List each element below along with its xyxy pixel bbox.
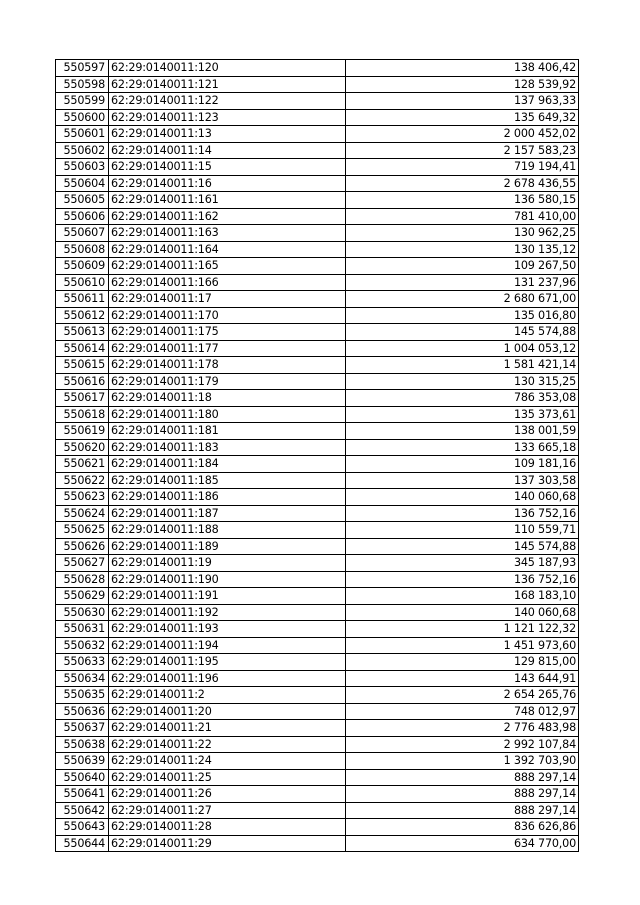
cadastral-value-cell: 140 060,68 (346, 489, 579, 506)
row-number-cell: 550629 (56, 588, 109, 605)
table-row (56, 538, 579, 555)
table-row (56, 159, 579, 176)
cadastral-number-cell: 62:29:0140011:178 (109, 357, 346, 374)
table-row (56, 819, 579, 836)
row-number-cell: 550642 (56, 802, 109, 819)
row-number-cell: 550603 (56, 159, 109, 176)
row-number-cell: 550623 (56, 489, 109, 506)
table-row (56, 687, 579, 704)
cadastral-number-cell: 62:29:0140011:161 (109, 192, 346, 209)
row-number-cell: 550617 (56, 390, 109, 407)
table-row (56, 588, 579, 605)
cadastral-value-cell: 130 962,25 (346, 225, 579, 242)
row-number-cell: 550606 (56, 208, 109, 225)
cadastral-value-cell: 748 012,97 (346, 703, 579, 720)
cadastral-value-cell: 2 157 583,23 (346, 142, 579, 159)
cadastral-value-cell: 2 776 483,98 (346, 720, 579, 737)
cadastral-value-cell: 135 373,61 (346, 406, 579, 423)
cadastral-value-cell: 138 001,59 (346, 423, 579, 440)
table-row (56, 456, 579, 473)
cadastral-value-cell: 109 267,50 (346, 258, 579, 275)
cadastral-number-cell: 62:29:0140011:2 (109, 687, 346, 704)
cadastral-value-cell: 634 770,00 (346, 835, 579, 852)
table-row (56, 192, 579, 209)
cadastral-value-cell: 786 353,08 (346, 390, 579, 407)
row-number-cell: 550597 (56, 60, 109, 77)
cadastral-number-cell: 62:29:0140011:14 (109, 142, 346, 159)
row-number-cell: 550621 (56, 456, 109, 473)
row-number-cell: 550613 (56, 324, 109, 341)
row-number-cell: 550633 (56, 654, 109, 671)
cadastral-number-cell: 62:29:0140011:27 (109, 802, 346, 819)
row-number-cell: 550598 (56, 76, 109, 93)
cadastral-number-cell: 62:29:0140011:192 (109, 604, 346, 621)
cadastral-number-cell: 62:29:0140011:170 (109, 307, 346, 324)
table-row (56, 109, 579, 126)
cadastral-number-cell: 62:29:0140011:13 (109, 126, 346, 143)
cadastral-value-cell: 145 574,88 (346, 324, 579, 341)
row-number-cell: 550609 (56, 258, 109, 275)
row-number-cell: 550634 (56, 670, 109, 687)
row-number-cell: 550605 (56, 192, 109, 209)
cadastral-value-cell: 137 303,58 (346, 472, 579, 489)
row-number-cell: 550604 (56, 175, 109, 192)
cadastral-value-cell: 1 451 973,60 (346, 637, 579, 654)
cadastral-value-cell: 138 406,42 (346, 60, 579, 77)
cadastral-value-cell: 133 665,18 (346, 439, 579, 456)
cadastral-number-cell: 62:29:0140011:186 (109, 489, 346, 506)
cadastral-number-cell: 62:29:0140011:17 (109, 291, 346, 308)
row-number-cell: 550631 (56, 621, 109, 638)
cadastral-number-cell: 62:29:0140011:123 (109, 109, 346, 126)
cadastral-number-cell: 62:29:0140011:29 (109, 835, 346, 852)
row-number-cell: 550627 (56, 555, 109, 572)
cadastral-value-cell: 137 963,33 (346, 93, 579, 110)
cadastral-value-cell: 136 580,15 (346, 192, 579, 209)
table-row (56, 769, 579, 786)
row-number-cell: 550601 (56, 126, 109, 143)
cadastral-number-cell: 62:29:0140011:121 (109, 76, 346, 93)
table-row (56, 736, 579, 753)
row-number-cell: 550608 (56, 241, 109, 258)
table-row (56, 522, 579, 539)
cadastral-value-cell: 136 752,16 (346, 505, 579, 522)
row-number-cell: 550624 (56, 505, 109, 522)
cadastral-number-cell: 62:29:0140011:177 (109, 340, 346, 357)
cadastral-value-cell: 145 574,88 (346, 538, 579, 555)
cadastral-number-cell: 62:29:0140011:185 (109, 472, 346, 489)
table-row (56, 60, 579, 77)
row-number-cell: 550602 (56, 142, 109, 159)
cadastral-value-cell: 888 297,14 (346, 786, 579, 803)
table-row (56, 93, 579, 110)
table-row (56, 786, 579, 803)
table-row (56, 802, 579, 819)
cadastral-number-cell: 62:29:0140011:179 (109, 373, 346, 390)
row-number-cell: 550630 (56, 604, 109, 621)
row-number-cell: 550639 (56, 753, 109, 770)
cadastral-value-cell: 168 183,10 (346, 588, 579, 605)
table-row (56, 208, 579, 225)
table-row (56, 703, 579, 720)
cadastral-number-cell: 62:29:0140011:180 (109, 406, 346, 423)
cadastral-value-cell: 2 992 107,84 (346, 736, 579, 753)
table-row (56, 571, 579, 588)
table-row (56, 670, 579, 687)
row-number-cell: 550618 (56, 406, 109, 423)
row-number-cell: 550620 (56, 439, 109, 456)
cadastral-value-cell: 130 135,12 (346, 241, 579, 258)
cadastral-value-cell: 130 315,25 (346, 373, 579, 390)
row-number-cell: 550614 (56, 340, 109, 357)
cadastral-number-cell: 62:29:0140011:22 (109, 736, 346, 753)
cadastral-number-cell: 62:29:0140011:21 (109, 720, 346, 737)
cadastral-value-cell: 128 539,92 (346, 76, 579, 93)
cadastral-number-cell: 62:29:0140011:175 (109, 324, 346, 341)
table-row (56, 472, 579, 489)
cadastral-value-cell: 129 815,00 (346, 654, 579, 671)
table-row (56, 835, 579, 852)
cadastral-value-cell: 2 678 436,55 (346, 175, 579, 192)
row-number-cell: 550625 (56, 522, 109, 539)
cadastral-number-cell: 62:29:0140011:184 (109, 456, 346, 473)
table-row (56, 274, 579, 291)
cadastral-value-cell: 1 121 122,32 (346, 621, 579, 638)
cadastral-number-cell: 62:29:0140011:28 (109, 819, 346, 836)
row-number-cell: 550636 (56, 703, 109, 720)
table-row (56, 654, 579, 671)
cadastral-value-cell: 888 297,14 (346, 769, 579, 786)
cadastral-value-cell: 888 297,14 (346, 802, 579, 819)
row-number-cell: 550619 (56, 423, 109, 440)
cadastral-number-cell: 62:29:0140011:183 (109, 439, 346, 456)
cadastral-value-cell: 719 194,41 (346, 159, 579, 176)
row-number-cell: 550628 (56, 571, 109, 588)
cadastral-value-cell: 131 237,96 (346, 274, 579, 291)
table-row (56, 621, 579, 638)
cadastral-number-cell: 62:29:0140011:122 (109, 93, 346, 110)
cadastral-number-cell: 62:29:0140011:25 (109, 769, 346, 786)
table-row (56, 637, 579, 654)
cadastral-number-cell: 62:29:0140011:163 (109, 225, 346, 242)
document-page (55, 59, 578, 852)
row-number-cell: 550644 (56, 835, 109, 852)
cadastral-number-cell: 62:29:0140011:190 (109, 571, 346, 588)
cadastral-number-cell: 62:29:0140011:26 (109, 786, 346, 803)
cadastral-value-cell: 140 060,68 (346, 604, 579, 621)
table-row (56, 307, 579, 324)
cadastral-number-cell: 62:29:0140011:19 (109, 555, 346, 572)
cadastral-number-cell: 62:29:0140011:181 (109, 423, 346, 440)
table-row (56, 357, 579, 374)
table-row (56, 241, 579, 258)
table-row (56, 291, 579, 308)
table-row (56, 126, 579, 143)
cadastral-number-cell: 62:29:0140011:193 (109, 621, 346, 638)
row-number-cell: 550638 (56, 736, 109, 753)
cadastral-value-cell: 345 187,93 (346, 555, 579, 572)
table-row (56, 373, 579, 390)
row-number-cell: 550610 (56, 274, 109, 291)
table-row (56, 340, 579, 357)
cadastral-number-cell: 62:29:0140011:162 (109, 208, 346, 225)
cadastral-value-cell: 143 644,91 (346, 670, 579, 687)
table-row (56, 720, 579, 737)
row-number-cell: 550640 (56, 769, 109, 786)
cadastral-value-cell: 781 410,00 (346, 208, 579, 225)
cadastral-value-cell: 2 654 265,76 (346, 687, 579, 704)
cadastral-value-cell: 1 392 703,90 (346, 753, 579, 770)
table-body (56, 60, 579, 852)
cadastral-value-cell: 1 581 421,14 (346, 357, 579, 374)
row-number-cell: 550635 (56, 687, 109, 704)
row-number-cell: 550616 (56, 373, 109, 390)
row-number-cell: 550599 (56, 93, 109, 110)
row-number-cell: 550643 (56, 819, 109, 836)
table-row (56, 175, 579, 192)
cadastral-value-cell: 135 649,32 (346, 109, 579, 126)
cadastral-value-cell: 2 000 452,02 (346, 126, 579, 143)
cadastral-number-cell: 62:29:0140011:187 (109, 505, 346, 522)
cadastral-value-cell: 1 004 053,12 (346, 340, 579, 357)
table-row (56, 76, 579, 93)
cadastral-number-cell: 62:29:0140011:191 (109, 588, 346, 605)
row-number-cell: 550641 (56, 786, 109, 803)
cadastral-number-cell: 62:29:0140011:194 (109, 637, 346, 654)
table-row (56, 225, 579, 242)
table-row (56, 489, 579, 506)
table-row (56, 258, 579, 275)
row-number-cell: 550632 (56, 637, 109, 654)
table-row (56, 142, 579, 159)
table-row (56, 555, 579, 572)
row-number-cell: 550615 (56, 357, 109, 374)
table-row (56, 604, 579, 621)
cadastral-number-cell: 62:29:0140011:189 (109, 538, 346, 555)
row-number-cell: 550611 (56, 291, 109, 308)
cadastral-number-cell: 62:29:0140011:165 (109, 258, 346, 275)
cadastral-number-cell: 62:29:0140011:15 (109, 159, 346, 176)
cadastral-value-cell: 836 626,86 (346, 819, 579, 836)
cadastral-number-cell: 62:29:0140011:20 (109, 703, 346, 720)
row-number-cell: 550637 (56, 720, 109, 737)
table-row (56, 439, 579, 456)
table-row (56, 753, 579, 770)
cadastral-value-table (55, 59, 579, 852)
table-row (56, 324, 579, 341)
row-number-cell: 550607 (56, 225, 109, 242)
row-number-cell: 550622 (56, 472, 109, 489)
cadastral-value-cell: 2 680 671,00 (346, 291, 579, 308)
row-number-cell: 550626 (56, 538, 109, 555)
cadastral-number-cell: 62:29:0140011:16 (109, 175, 346, 192)
cadastral-number-cell: 62:29:0140011:164 (109, 241, 346, 258)
cadastral-number-cell: 62:29:0140011:18 (109, 390, 346, 407)
cadastral-number-cell: 62:29:0140011:120 (109, 60, 346, 77)
table-row (56, 390, 579, 407)
cadastral-value-cell: 109 181,16 (346, 456, 579, 473)
cadastral-number-cell: 62:29:0140011:166 (109, 274, 346, 291)
table-row (56, 406, 579, 423)
cadastral-value-cell: 136 752,16 (346, 571, 579, 588)
table-row (56, 423, 579, 440)
row-number-cell: 550612 (56, 307, 109, 324)
cadastral-number-cell: 62:29:0140011:196 (109, 670, 346, 687)
cadastral-number-cell: 62:29:0140011:188 (109, 522, 346, 539)
cadastral-number-cell: 62:29:0140011:195 (109, 654, 346, 671)
cadastral-number-cell: 62:29:0140011:24 (109, 753, 346, 770)
table-row (56, 505, 579, 522)
cadastral-value-cell: 135 016,80 (346, 307, 579, 324)
row-number-cell: 550600 (56, 109, 109, 126)
cadastral-value-cell: 110 559,71 (346, 522, 579, 539)
